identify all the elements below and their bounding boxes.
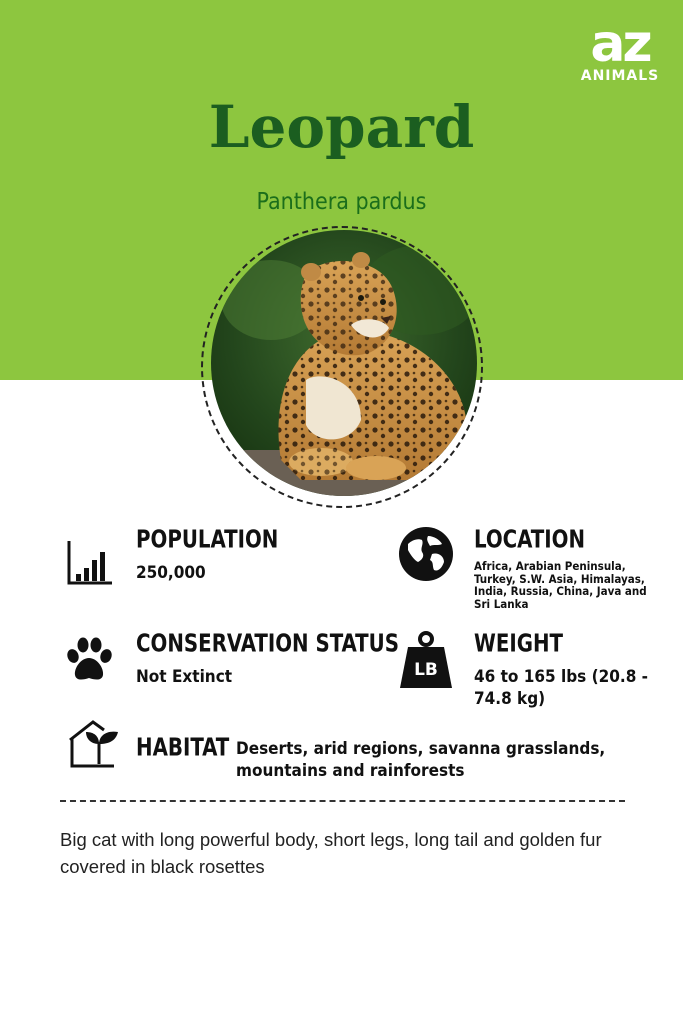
population-label: POPULATION <box>136 526 279 554</box>
house-plant-icon <box>66 718 122 770</box>
dashed-divider <box>60 800 625 802</box>
globe-icon <box>398 526 454 582</box>
leopard-photo <box>211 230 477 496</box>
az-animals-logo[interactable] <box>579 14 661 86</box>
habitat-value: Deserts, arid regions, savanna grasslands, mountains and rainforests <box>236 739 606 781</box>
weight-icon <box>398 630 454 690</box>
habitat-stat <box>136 734 236 760</box>
habitat-label: HABITAT <box>136 734 230 762</box>
animal-description: Big cat with long powerful body, short legs, long tail and golden fur covered in black rosettes <box>60 829 602 877</box>
weight-value: 46 to 165 lbs (20.8 - 74.8 kg) <box>474 667 649 709</box>
population-stat <box>136 526 366 584</box>
location-value: Africa, Arabian Peninsula, Turkey, S.W. Asia, Himalayas, India, Russia, China, Java and Sri Lanka <box>474 559 647 611</box>
conservation-stat <box>136 630 399 688</box>
conservation-value: Not Extinct <box>136 667 233 687</box>
weight-label: WEIGHT <box>474 630 564 658</box>
weight-stat <box>474 630 664 710</box>
location-stat <box>474 526 664 610</box>
population-value: 250,000 <box>136 563 206 583</box>
paw-icon <box>64 636 114 684</box>
animal-name: Leopard <box>208 93 475 161</box>
bar-chart-icon <box>66 538 114 586</box>
scientific-name: Panthera pardus <box>256 189 427 215</box>
weight-icon-label: LB <box>414 660 438 680</box>
logo-animals-text: ANIMALS <box>580 68 660 84</box>
logo-az-text: az <box>590 14 650 74</box>
location-label: LOCATION <box>474 526 586 554</box>
conservation-label: CONSERVATION STATUS <box>136 630 399 658</box>
habitat-value-block <box>236 738 646 782</box>
